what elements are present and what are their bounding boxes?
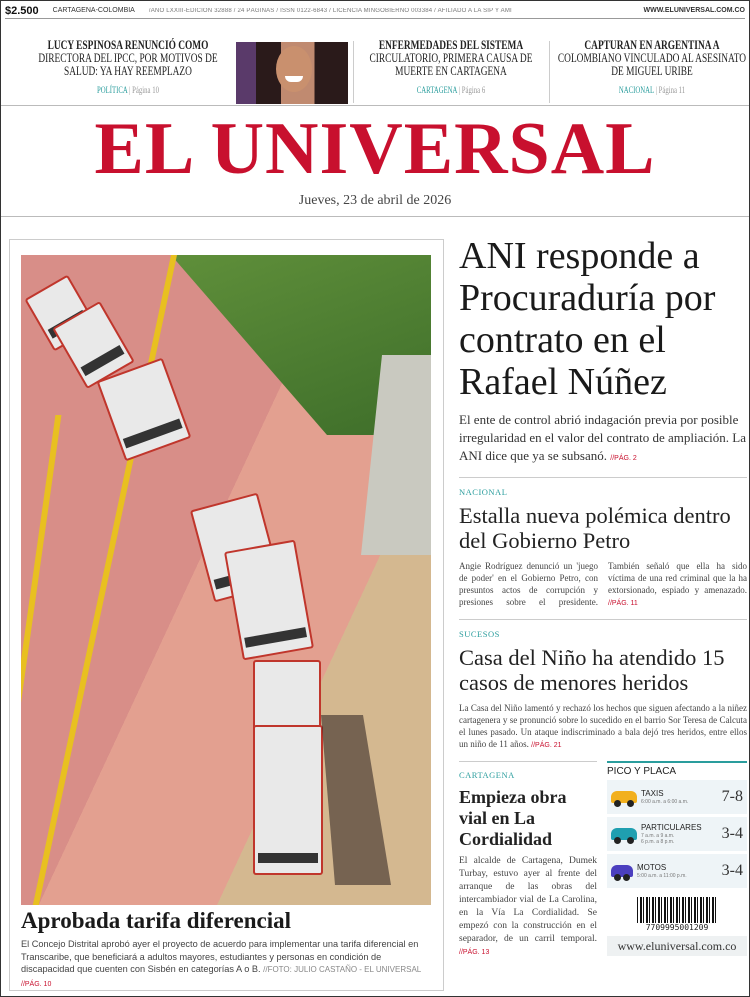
teaser-section: CARTAGENA [416,85,458,95]
pyp-hours: 7 a.m. a 9 a.m. [641,833,675,839]
story-headline[interactable]: Casa del Niño ha atendido 15 casos de menores heridos [459,645,725,695]
right-column [459,235,747,959]
motorcycle-icon [611,865,633,877]
lead-headline[interactable]: ANI responde a Procuraduría por contrato en el Rafael Núñez [459,235,716,403]
story-headline[interactable]: Empieza obra vial en La Cordialidad [459,787,567,849]
story-body: Angie Rodríguez denunció un 'juego de poder' en el Gobierno Petro, con presuntos actos de corrupción y presiones sobre el presidente. También señaló que ella ha sido víctima de una red criminal que la ha extorsionado, espiado y amenazado. [459,561,747,607]
car-icon [611,828,637,840]
pyp-hours-2: 6 p.m. a 8 p.m. [641,839,675,845]
teaser-title: DIRECTORA DEL IPCC, POR MOTIVOS DE SALUD: YA HAY REEMPLAZO [38,51,218,78]
teaser-2[interactable] [359,39,544,95]
edition-info: /AÑO LXXIII-EDICIÓN 32888 / 24 PÁGINAS / ISSN 0122-6843 / LICENCIA MINGOBIERNO 003384 / AFILIADO A LA SIP Y AMI [148,7,512,14]
story-body: El alcalde de Cartagena, Dumek Turbay, estuvo ayer al frente del arranque de las obras del intercambiador vial de La Carolina, en la Vía La Cordialidad. Se empezó con la construcción en el separador, de un carril temporal. [459,856,597,944]
section-kicker: SUCESOS [459,629,500,639]
top-info-bar [5,3,745,19]
teaser-title-bold: LUCY ESPINOSA RENUNCIÓ COMO [47,38,209,52]
photo-credit: //FOTO: JULIO CASTAÑO - EL UNIVERSAL [263,965,422,974]
teaser-page: | Página 6 [458,85,486,95]
pyp-hours: 6:00 a.m. a 6:00 a.m. [641,799,689,805]
pyp-label: MOTOS [637,863,667,872]
story-text [459,560,747,610]
lead-summary [459,411,747,468]
pyp-digits: 3-4 [721,825,743,842]
story-nacional [459,487,747,610]
city: CARTAGENA-COLOMBIA [52,7,135,14]
pico-y-placa-box [607,761,747,891]
teaser-3[interactable] [557,39,748,95]
pyp-hours: 5:00 a.m. a 11:00 p.m. [637,873,687,879]
lead-text: El ente de control abrió indagación previa por posible irregularidad en el valor del contrato de ampliación. La ANI dice que ya se subsanó. [459,412,746,463]
pyp-digits: 7-8 [721,788,743,805]
pyp-label: TAXIS [641,789,664,798]
teaser-section: NACIONAL [618,85,654,95]
story-cartagena [459,761,597,959]
teaser-title: CIRCULATORIO, PRIMERA CAUSA DE MUERTE EN CARTAGENA [369,51,533,78]
teaser-photo [236,42,348,104]
story-sucesos [459,629,747,752]
page-ref[interactable]: //PÁG. 13 [459,949,490,956]
pyp-digits: 3-4 [721,862,743,879]
page-ref[interactable]: //PÁG. 2 [610,455,637,462]
story-text [459,855,597,959]
teaser-page: | Página 11 [655,85,686,95]
pyp-row-motos [607,854,747,888]
section-kicker: NACIONAL [459,487,508,497]
section-kicker: CARTAGENA [459,770,515,780]
pyp-row-particulares [607,817,747,851]
main-text: El Concejo Distrital aprobó ayer el proyecto de acuerdo para implementar una tarifa diferencial en Transcaribe, que beneficiará a adultos mayores, estudiantes y personas en condición de discapacidad que cuenten con Sisbén en categorías A o B. [21,939,419,974]
masthead-logo: EL UNIVERSAL [94,108,656,190]
teaser-title: COLOMBIANO VINCULADO AL ASESINATO DE MIGUEL URIBE [557,51,747,78]
teaser-1[interactable] [23,39,233,95]
pyp-label: PARTICULARES [641,823,702,832]
website-link[interactable]: WWW.ELUNIVERSAL.COM.CO [643,7,745,14]
teaser-page: | Página 10 [129,85,159,95]
taxi-icon [611,791,637,803]
main-summary [21,938,431,991]
story-text [459,702,747,752]
story-headline[interactable]: Estalla nueva polémica dentro del Gobierno Petro [459,503,731,553]
footer-website-link[interactable]: www.eluniversal.com.co [607,936,747,956]
page-ref[interactable]: //PÁG. 21 [531,742,562,749]
teaser-section: POLÍTICA [97,85,128,95]
edition-date: Jueves, 23 de abril de 2026 [298,193,452,208]
page-ref[interactable]: //PÁG. 11 [608,600,638,607]
pyp-row-taxis [607,780,747,814]
price: $2.500 [5,4,39,17]
teaser-title-bold: CAPTURAN EN ARGENTINA A [584,38,720,52]
barcode [637,897,717,923]
barcode-number: 7709995001209 [645,923,709,932]
story-body: La Casa del Niño lamentó y rechazó los hechos que siguen afectando a la niñez cartagenera y se pronunció sobre lo sucedido en el barrio Sor Teresa de Calcuta el lunes pasado. Un ataque indiscriminado a bala dejó tres heridos, entre ellos un niño de 11 años. [459,703,747,749]
main-photo [21,255,431,905]
page-ref[interactable]: //PÁG. 10 [21,980,52,988]
pico-y-placa-title: PICO Y PLACA [607,766,677,777]
teaser-title-bold: ENFERMEDADES DEL SISTEMA [378,38,524,52]
main-headline[interactable]: Aprobada tarifa diferencial [21,908,292,933]
